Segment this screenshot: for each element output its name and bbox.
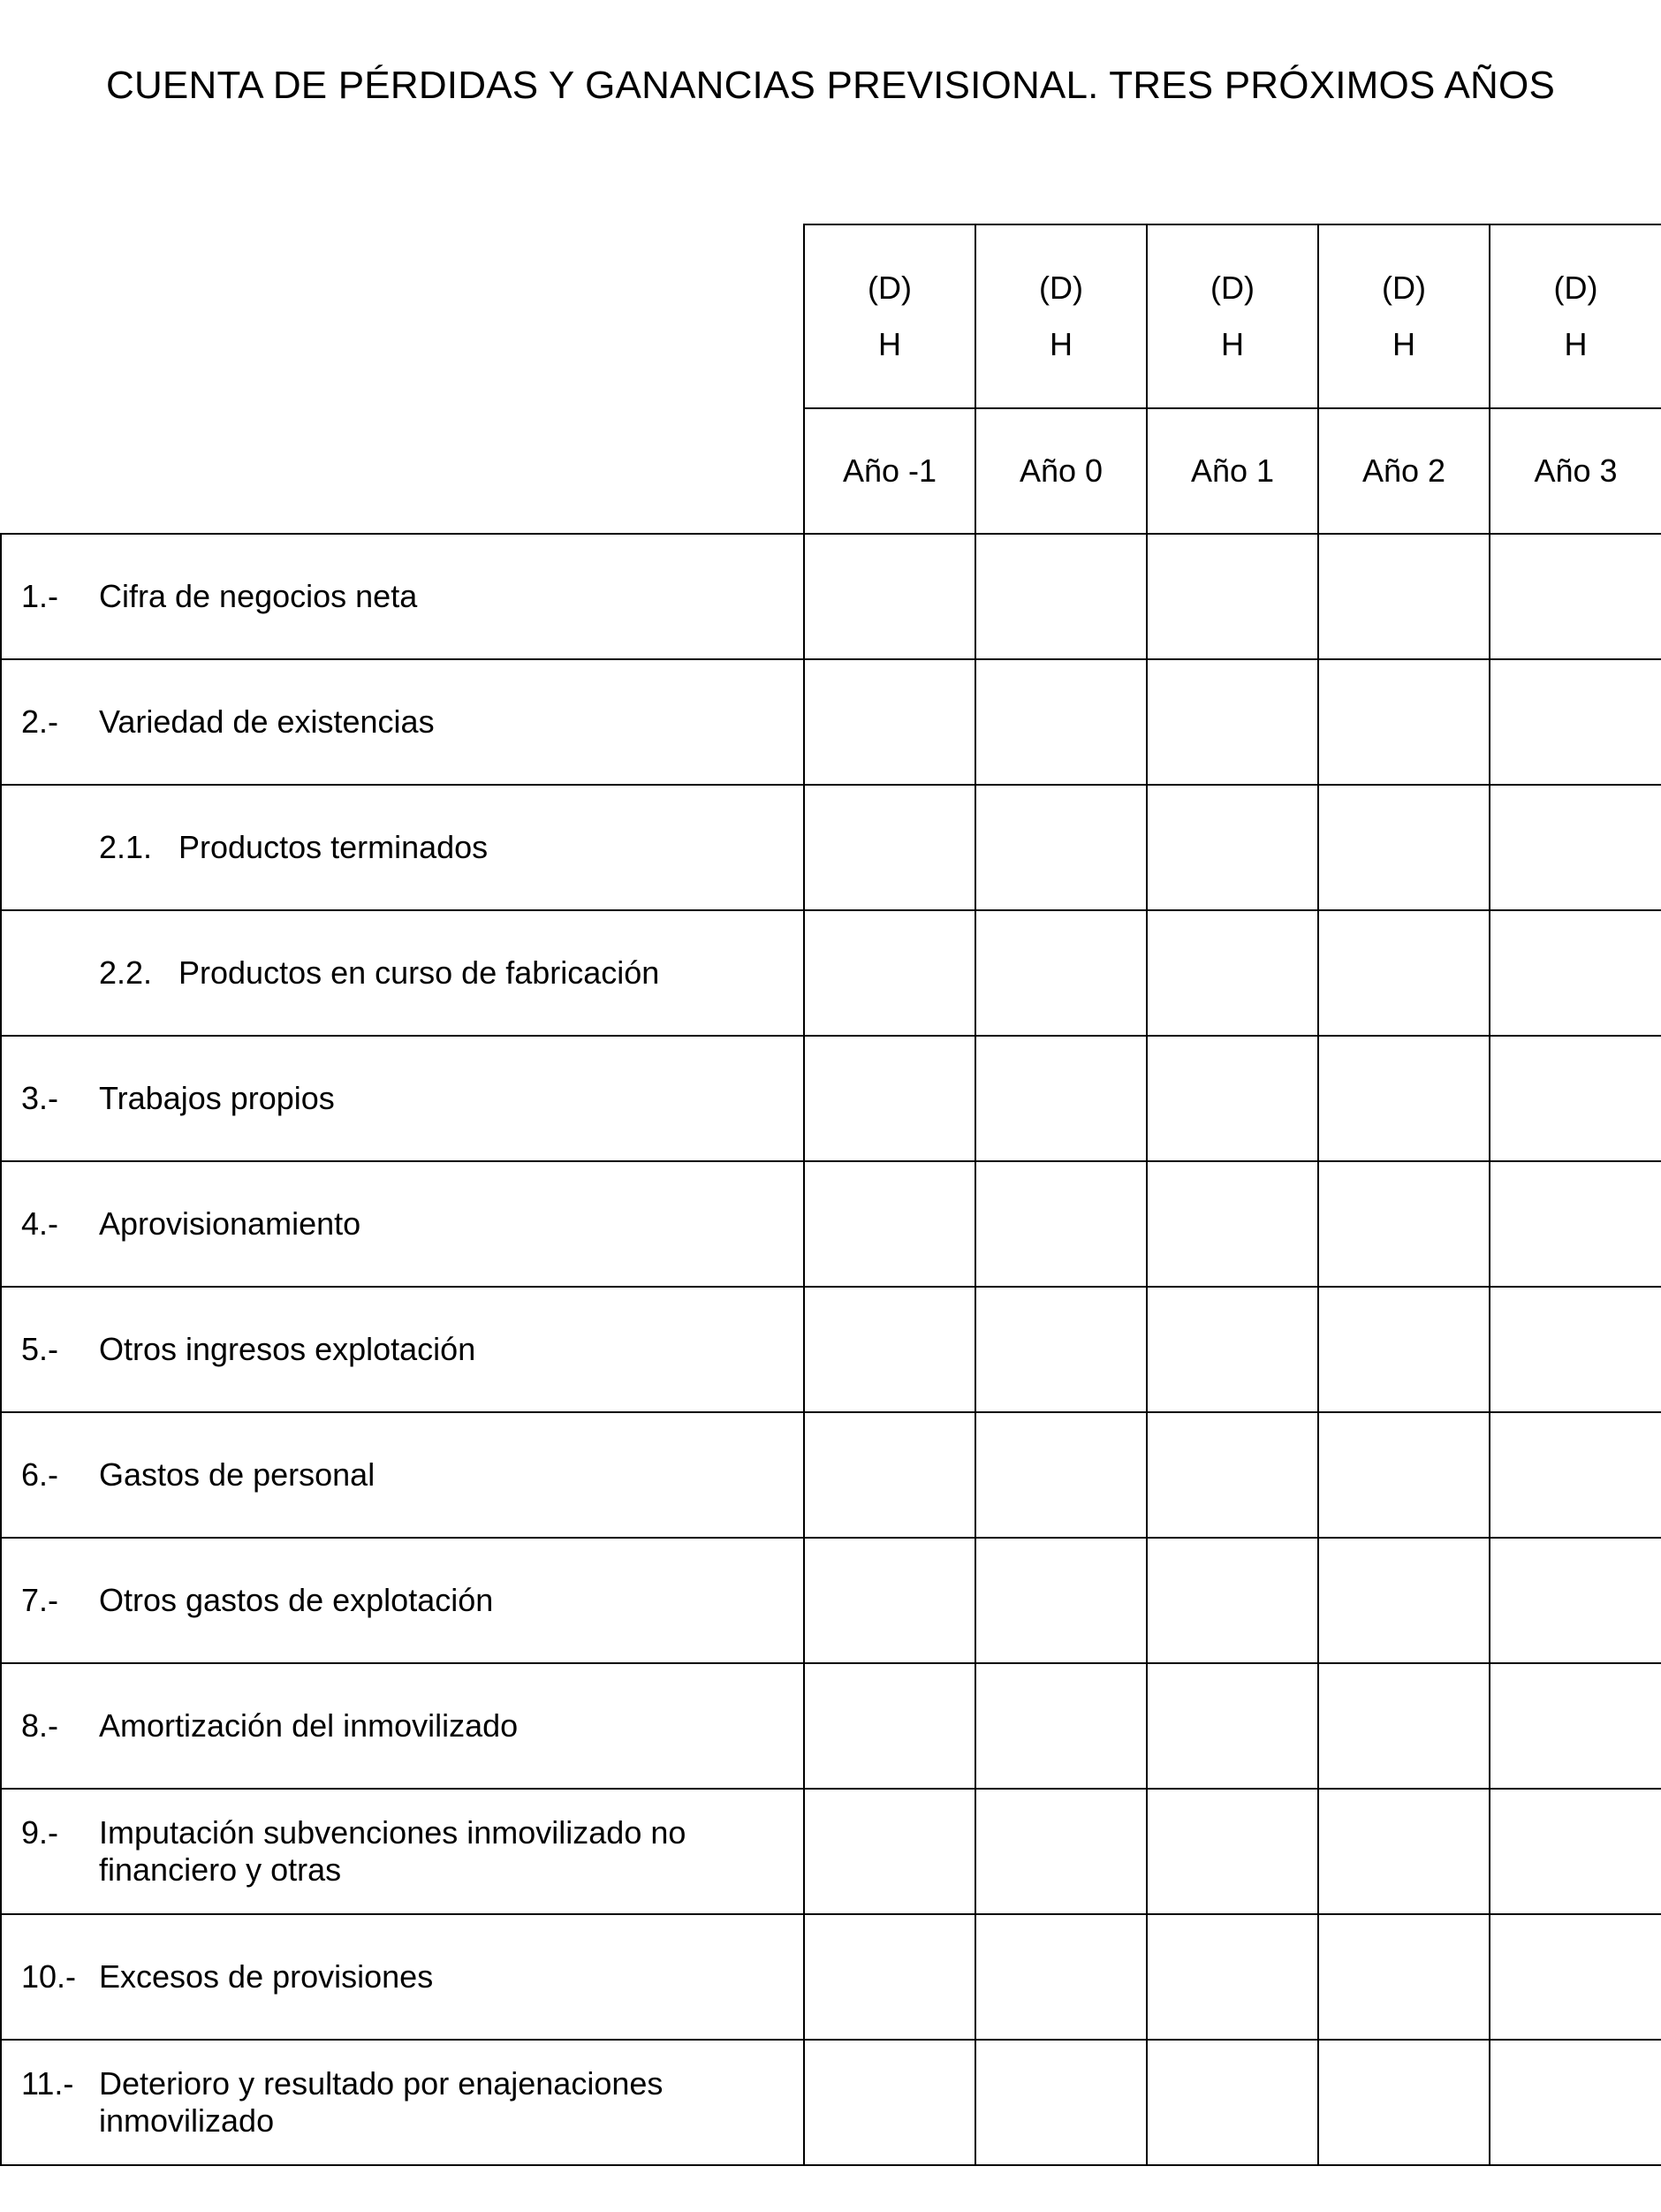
value-cell[interactable]	[975, 1663, 1147, 1789]
row-label: Trabajos propios	[99, 1080, 335, 1116]
value-cell[interactable]	[1490, 1161, 1661, 1287]
value-cell[interactable]	[1490, 1036, 1661, 1161]
value-cell[interactable]	[1318, 1789, 1490, 1914]
row-label-cell	[1, 1287, 804, 1412]
value-cell[interactable]	[804, 1412, 975, 1538]
value-cell[interactable]	[1318, 1663, 1490, 1789]
value-cell[interactable]	[1318, 659, 1490, 785]
value-cell[interactable]	[804, 910, 975, 1036]
row-label: Otros ingresos explotación	[99, 1331, 476, 1367]
year-header: Año 1	[1147, 408, 1318, 534]
row-label: Deterioro y resultado por enajenaciones	[99, 2065, 664, 2102]
credit-label: H	[878, 326, 901, 362]
row-number: 1.-	[21, 578, 59, 614]
value-cell[interactable]	[975, 1538, 1147, 1663]
row-label: Gastos de personal	[99, 1456, 375, 1493]
header-dh-cell	[1147, 224, 1318, 408]
value-cell[interactable]	[975, 659, 1147, 785]
row-label: Productos en curso de fabricación	[178, 954, 660, 991]
table-row	[1, 1412, 1661, 1538]
value-cell[interactable]	[804, 659, 975, 785]
table-row	[1, 1538, 1661, 1663]
table-row	[1, 1287, 1661, 1412]
value-cell[interactable]	[804, 1538, 975, 1663]
row-label-cell	[1, 1036, 804, 1161]
value-cell[interactable]	[1147, 1161, 1318, 1287]
row-label-cell	[1, 1789, 804, 1914]
value-cell[interactable]	[1318, 910, 1490, 1036]
row-label: Otros gastos de explotación	[99, 1582, 494, 1618]
table-row	[1, 659, 1661, 785]
table-row	[1, 910, 1661, 1036]
row-number: 3.-	[21, 1080, 59, 1116]
value-cell[interactable]	[975, 534, 1147, 659]
header-dh-cell	[1490, 224, 1661, 408]
value-cell[interactable]	[1490, 1412, 1661, 1538]
table-row	[1, 1914, 1661, 2040]
value-cell[interactable]	[1147, 659, 1318, 785]
value-cell[interactable]	[1318, 1914, 1490, 2040]
table-row	[1, 534, 1661, 659]
value-cell[interactable]	[1147, 1789, 1318, 1914]
value-cell[interactable]	[1147, 1036, 1318, 1161]
header-dh-cell	[975, 224, 1147, 408]
value-cell[interactable]	[1490, 2040, 1661, 2165]
year-header: Año 0	[975, 408, 1147, 534]
row-label-cell	[1, 659, 804, 785]
value-cell[interactable]	[975, 1161, 1147, 1287]
value-cell[interactable]	[1318, 1412, 1490, 1538]
value-cell[interactable]	[1490, 534, 1661, 659]
debit-label: (D)	[868, 270, 912, 306]
row-label-continuation: inmovilizado	[99, 2102, 275, 2139]
value-cell[interactable]	[804, 1914, 975, 2040]
value-cell[interactable]	[1490, 910, 1661, 1036]
row-label: Excesos de provisiones	[99, 1958, 434, 1995]
credit-label: H	[1392, 326, 1415, 362]
value-cell[interactable]	[1318, 1287, 1490, 1412]
row-label-cell	[1, 1914, 804, 2040]
value-cell[interactable]	[975, 910, 1147, 1036]
debit-label: (D)	[1553, 270, 1598, 306]
header-row-debit-credit	[1, 224, 1661, 408]
value-cell[interactable]	[1318, 534, 1490, 659]
row-label-cell	[1, 534, 804, 659]
table-row	[1, 2040, 1661, 2165]
value-cell[interactable]	[1490, 1287, 1661, 1412]
row-label-cell	[1, 1412, 804, 1538]
row-label-cell	[1, 1161, 804, 1287]
value-cell[interactable]	[975, 1914, 1147, 2040]
value-cell[interactable]	[975, 1412, 1147, 1538]
row-label: Productos terminados	[178, 829, 489, 865]
row-label: Imputación subvenciones inmovilizado no	[99, 1814, 686, 1851]
row-number: 11.-	[21, 2065, 74, 2102]
row-number: 10.-	[21, 1958, 77, 1995]
table-row	[1, 1036, 1661, 1161]
value-cell[interactable]	[1147, 910, 1318, 1036]
value-cell[interactable]	[804, 1789, 975, 1914]
value-cell[interactable]	[975, 1287, 1147, 1412]
credit-label: H	[1221, 326, 1244, 362]
table-row	[1, 1789, 1661, 1914]
value-cell[interactable]	[1147, 2040, 1318, 2165]
value-cell[interactable]	[1490, 785, 1661, 910]
debit-label: (D)	[1210, 270, 1255, 306]
value-cell[interactable]	[975, 1789, 1147, 1914]
row-number: 9.-	[21, 1814, 59, 1851]
value-cell[interactable]	[1318, 1161, 1490, 1287]
value-cell[interactable]	[1490, 659, 1661, 785]
credit-label: H	[1564, 326, 1588, 362]
year-header: Año -1	[804, 408, 975, 534]
credit-label: H	[1050, 326, 1073, 362]
value-cell[interactable]	[1147, 534, 1318, 659]
row-number: 2.1.	[99, 829, 153, 865]
value-cell[interactable]	[804, 2040, 975, 2165]
value-cell[interactable]	[1318, 1538, 1490, 1663]
row-number: 6.-	[21, 1456, 59, 1493]
value-cell[interactable]	[1490, 1663, 1661, 1789]
header-blank-cell	[1, 224, 804, 534]
year-header: Año 2	[1318, 408, 1490, 534]
table-row	[1, 1161, 1661, 1287]
value-cell[interactable]	[1318, 1036, 1490, 1161]
row-label-cell	[1, 910, 804, 1036]
debit-label: (D)	[1039, 270, 1083, 306]
row-label: Amortización del inmovilizado	[99, 1707, 519, 1744]
value-cell[interactable]	[1147, 1538, 1318, 1663]
row-label-cell	[1, 2040, 804, 2165]
table-row	[1, 785, 1661, 910]
header-dh-cell	[804, 224, 975, 408]
value-cell[interactable]	[1147, 1663, 1318, 1789]
row-number: 4.-	[21, 1205, 59, 1242]
value-cell[interactable]	[1490, 1538, 1661, 1663]
value-cell[interactable]	[975, 2040, 1147, 2165]
row-label-cell	[1, 1538, 804, 1663]
value-cell[interactable]	[1147, 1287, 1318, 1412]
value-cell[interactable]	[1147, 1914, 1318, 2040]
value-cell[interactable]	[804, 1287, 975, 1412]
value-cell[interactable]	[804, 1036, 975, 1161]
row-label-cell	[1, 1663, 804, 1789]
page-title: CUENTA DE PÉRDIDAS Y GANANCIAS PREVISIONAL. TRES PRÓXIMOS AÑOS	[105, 64, 1555, 107]
debit-label: (D)	[1382, 270, 1426, 306]
row-number: 2.2.	[99, 954, 153, 991]
value-cell[interactable]	[1147, 1412, 1318, 1538]
row-number: 7.-	[21, 1582, 59, 1618]
value-cell[interactable]	[975, 785, 1147, 910]
value-cell[interactable]	[975, 1036, 1147, 1161]
value-cell[interactable]	[804, 785, 975, 910]
year-header: Año 3	[1490, 408, 1661, 534]
value-cell[interactable]	[1318, 2040, 1490, 2165]
header-dh-cell	[1318, 224, 1490, 408]
value-cell[interactable]	[1490, 1914, 1661, 2040]
value-cell[interactable]	[804, 534, 975, 659]
row-label: Cifra de negocios neta	[99, 578, 418, 614]
value-cell[interactable]	[1147, 785, 1318, 910]
row-label-cell	[1, 785, 804, 910]
row-label: Aprovisionamiento	[99, 1205, 361, 1242]
table-row	[1, 1663, 1661, 1789]
value-cell[interactable]	[1318, 785, 1490, 910]
row-number: 5.-	[21, 1331, 59, 1367]
profit-loss-table	[0, 224, 1661, 2166]
row-label: Variedad de existencias	[99, 703, 435, 740]
value-cell[interactable]	[804, 1663, 975, 1789]
row-number: 8.-	[21, 1707, 59, 1744]
row-number: 2.-	[21, 703, 59, 740]
value-cell[interactable]	[1490, 1789, 1661, 1914]
row-label-continuation: financiero y otras	[99, 1851, 342, 1888]
value-cell[interactable]	[804, 1161, 975, 1287]
